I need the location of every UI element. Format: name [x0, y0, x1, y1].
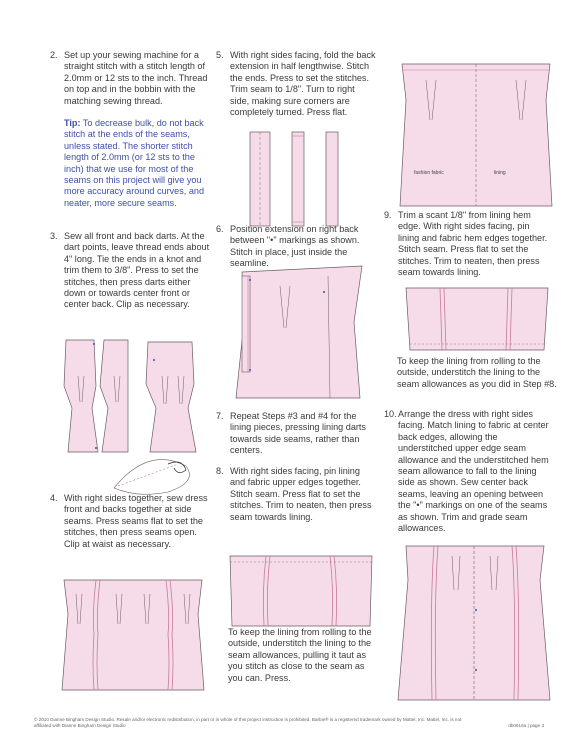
tip-label: Tip:: [64, 118, 81, 128]
step-text: Position extension on right back between "•" markings as shown. Stitch in place, just inside the seamline.: [230, 224, 360, 269]
label-lining: lining: [494, 170, 506, 176]
step-number: 7.: [216, 411, 224, 421]
darts-diagram: [58, 336, 208, 496]
hem-edge-diagram: [402, 284, 552, 354]
back-extension-diagram: [240, 130, 360, 230]
side-seams-diagram: [58, 574, 208, 694]
lining-upper-edge-diagram: [226, 550, 376, 630]
copyright: © 2010 Dianne Bingham Design Studio. Resale and/or electronic redistribution, in part or in whole of this project instruction is prohibited. Barbie® is a registered trademark owned by Mattel, Inc. Mattel, Inc. is not affiliated with Dianne Bingham Design Studio: [34, 717, 462, 728]
step-number: 3.: [50, 231, 58, 241]
center-back-seam-diagram: [394, 540, 554, 705]
step-text: Arrange the dress with right sides facing. Match lining to fabric at center back edges, allowing the understitched upper edge seam allowance and the understitched hem seam allowance to fall to the lining side as shown. Sew center back seams, leaving an opening between the "•" markings on one of the seams as shown. Trim and grade seam allowances.: [398, 409, 549, 534]
step-text: Set up your sewing machine for a straight stitch with a stitch length of 2.0mm or 12 sts to the inch. Thread on top and in the bobbin with the matching sewing thread.: [64, 50, 208, 106]
step-text: Repeat Steps #3 and #4 for the lining pieces, pressing lining darts towards side seams, rather than centers.: [230, 411, 366, 456]
step-text: With right sides facing, fold the back extension in half lengthwise. Stitch the ends. Press to set the stitches. Trim seam to 1/8". Turn to right side, making sure corners are completely turned. Press flat.: [230, 50, 376, 118]
page-number: db0616a | page 3: [508, 723, 544, 728]
step-number: 4.: [50, 493, 58, 503]
label-fashion-fabric: fashion fabric: [414, 170, 444, 176]
step-8-note: To keep the lining from rolling to the outside, understitch the lining to the seam allowances, pulling it taut as you stitch as close to the seam as you can. Press.: [228, 627, 372, 683]
step-number: 10.: [384, 409, 397, 419]
step-text: With right sides facing, pin lining and fabric upper edges together. Stitch seam. Press flat to set the stitches. Trim to neaten, then press seam towards lining.: [230, 466, 372, 522]
footer: [34, 717, 544, 729]
tip-text: To decrease bulk, do not back stitch at the ends of the seams, unless stated. The shorter stitch length of 2.0mm (or 12 sts to the inch) that we use for most of the seams on this project will give you more accuracy around curves, and neater, more secure seams.: [64, 118, 205, 208]
fabric-lining-diagram: [396, 60, 556, 210]
step-number: 8.: [216, 466, 224, 476]
step-number: 6.: [216, 224, 224, 234]
step-text: Trim a scant 1/8" from lining hem edge. With right sides facing, pin lining and fabric hem edges together. Stitch seam. Press flat to set the stitches. Trim to neaten, then press seam towards lining.: [398, 210, 548, 278]
step-text: With right sides together, sew dress front and backs together at side seams. Press seams flat to set the stitches, then press seams open. Clip at waist as necessary.: [64, 493, 208, 549]
tip-box: [64, 118, 212, 209]
step-text: Sew all front and back darts. At the dart points, leave thread ends about 4" long. Tie the ends in a knot and trim them to 3/8". Press to set the stitches, then press darts either down or towards center front or center back. Clip as necessary.: [64, 231, 210, 310]
step-number: 2.: [50, 50, 58, 60]
step-number: 9.: [384, 210, 392, 220]
step-number: 5.: [216, 50, 224, 60]
extension-placement-diagram: [232, 262, 372, 402]
step-9-note: To keep the lining from rolling to the outside, understitch the lining to the seam allowances as you did in Step #8.: [397, 356, 557, 389]
